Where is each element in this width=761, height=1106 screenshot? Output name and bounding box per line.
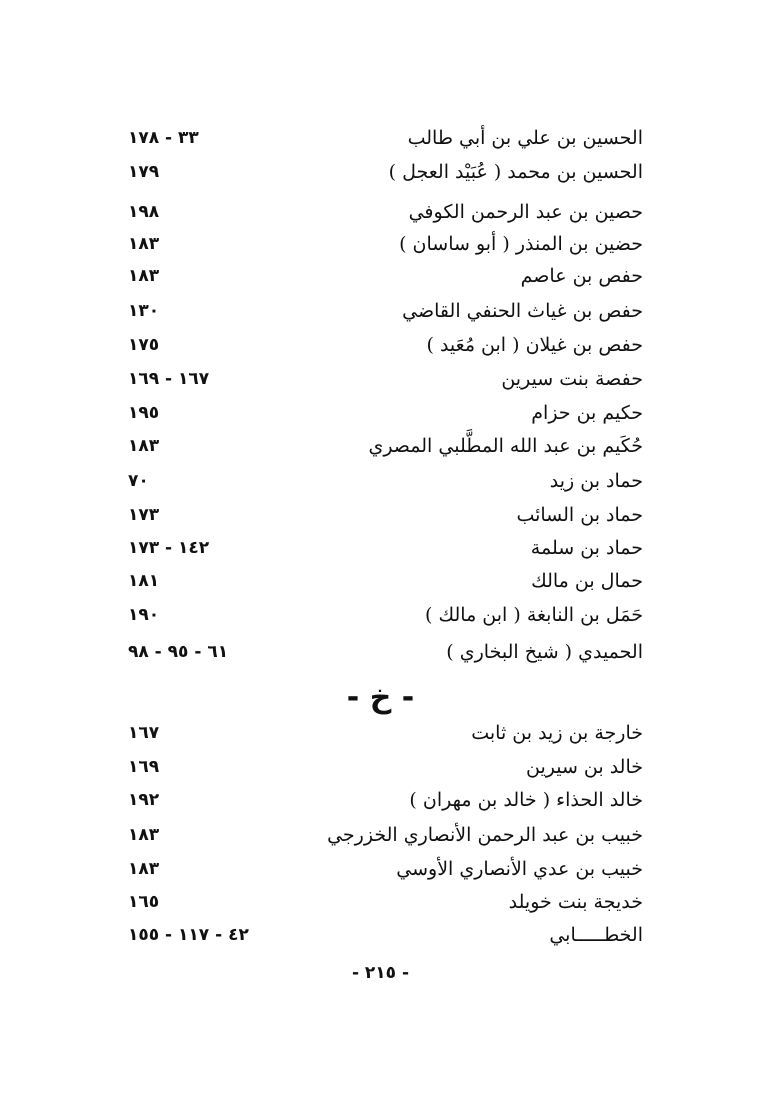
entry-pages: ١٨٣ <box>128 436 160 456</box>
entry-name: حماد بن سلمة <box>530 537 643 559</box>
index-entry <box>0 294 761 328</box>
index-entry <box>0 396 761 430</box>
entry-name: خالد بن سيرين <box>525 756 643 778</box>
index-entry <box>0 852 761 886</box>
index-entry <box>0 885 761 919</box>
index-entry <box>0 328 761 362</box>
entry-pages: ١٣٠ <box>128 301 160 321</box>
entry-pages: ١٦٩ <box>128 757 160 777</box>
entry-pages: ٤٢ - ١١٧ - ١٥٥ <box>128 925 249 945</box>
entry-pages: ١٧٩ <box>128 162 160 182</box>
entry-pages: ٧٠ <box>128 471 149 491</box>
entry-name: حفصة بنت سيرين <box>501 368 643 390</box>
entry-name: حصين بن عبد الرحمن الكوفي <box>408 201 643 223</box>
section-heading: - خ - <box>346 680 415 715</box>
index-entry <box>0 531 761 565</box>
entry-pages: ١٨٣ <box>128 859 160 879</box>
entry-name: حفص بن غياث الحنفي القاضي <box>402 300 643 322</box>
index-entry <box>0 716 761 750</box>
entry-pages: ١٨٣ <box>128 825 160 845</box>
entry-pages: ١٨٣ <box>128 266 160 286</box>
index-entry <box>0 464 761 498</box>
index-entry <box>0 227 761 261</box>
entry-pages: ١٦٧ - ١٦٩ <box>128 369 210 389</box>
entry-name: الحسين بن محمد ( عُبَيْد العجل ) <box>388 161 643 183</box>
entry-name: حمال بن مالك <box>531 570 643 592</box>
entry-pages: ١٤٢ - ١٧٣ <box>128 538 210 558</box>
entry-pages: ١٩٨ <box>128 202 160 222</box>
index-entry <box>0 195 761 229</box>
entry-name: حَمَل بن النابغة ( ابن مالك ) <box>425 604 643 626</box>
entry-pages: ١٧٣ <box>128 505 160 525</box>
index-entry <box>0 155 761 189</box>
entry-pages: ١٩٢ <box>128 790 160 810</box>
entry-name: خالد الحذاء ( خالد بن مهران ) <box>409 789 643 811</box>
entry-name: الحسين بن علي بن أبي طالب <box>407 127 643 149</box>
index-entry <box>0 750 761 784</box>
index-entry <box>0 362 761 396</box>
entry-name: الحميدي ( شيخ البخاري ) <box>446 641 643 663</box>
index-entry <box>0 498 761 532</box>
index-entry <box>0 598 761 632</box>
entry-name: حُكَيم بن عبد الله المطَّلبي المصري <box>368 435 643 457</box>
entry-pages: ١٨٣ <box>128 234 160 254</box>
entry-name: حماد بن السائب <box>516 504 643 526</box>
entry-name: خارجة بن زيد بن ثابت <box>471 722 643 744</box>
entry-name: خبيب بن عدي الأنصاري الأوسي <box>396 858 643 880</box>
entry-name: خبيب بن عبد الرحمن الأنصاري الخزرجي <box>327 824 643 846</box>
entry-pages: ١٩٠ <box>128 605 160 625</box>
entry-pages: ٣٣ - ١٧٨ <box>128 128 199 148</box>
index-entry <box>0 259 761 293</box>
page-number: - ٢١٥ - <box>351 963 410 983</box>
entry-pages: ١٦٥ <box>128 892 160 912</box>
index-entry <box>0 429 761 463</box>
entry-name: حفص بن غيلان ( ابن مُعَيد ) <box>426 334 643 356</box>
entry-name: حضين بن المنذر ( أبو ساسان ) <box>399 233 643 255</box>
entry-pages: ١٦٧ <box>128 723 160 743</box>
entry-name: حفص بن عاصم <box>520 265 643 287</box>
entry-name: حكيم بن حزام <box>531 402 643 424</box>
entry-pages: ١٨١ <box>128 571 160 591</box>
entry-name: الخطـــــابي <box>549 924 643 946</box>
entry-name: خديجة بنت خويلد <box>508 891 643 913</box>
entry-name: حماد بن زيد <box>549 470 643 492</box>
entry-pages: ١٧٥ <box>128 335 160 355</box>
index-entry <box>0 918 761 952</box>
index-entry <box>0 121 761 155</box>
index-entry <box>0 818 761 852</box>
entry-pages: ٦١ - ٩٥ - ٩٨ <box>128 642 229 662</box>
index-entry <box>0 635 761 669</box>
index-entry <box>0 564 761 598</box>
index-entry <box>0 783 761 817</box>
entry-pages: ١٩٥ <box>128 403 160 423</box>
